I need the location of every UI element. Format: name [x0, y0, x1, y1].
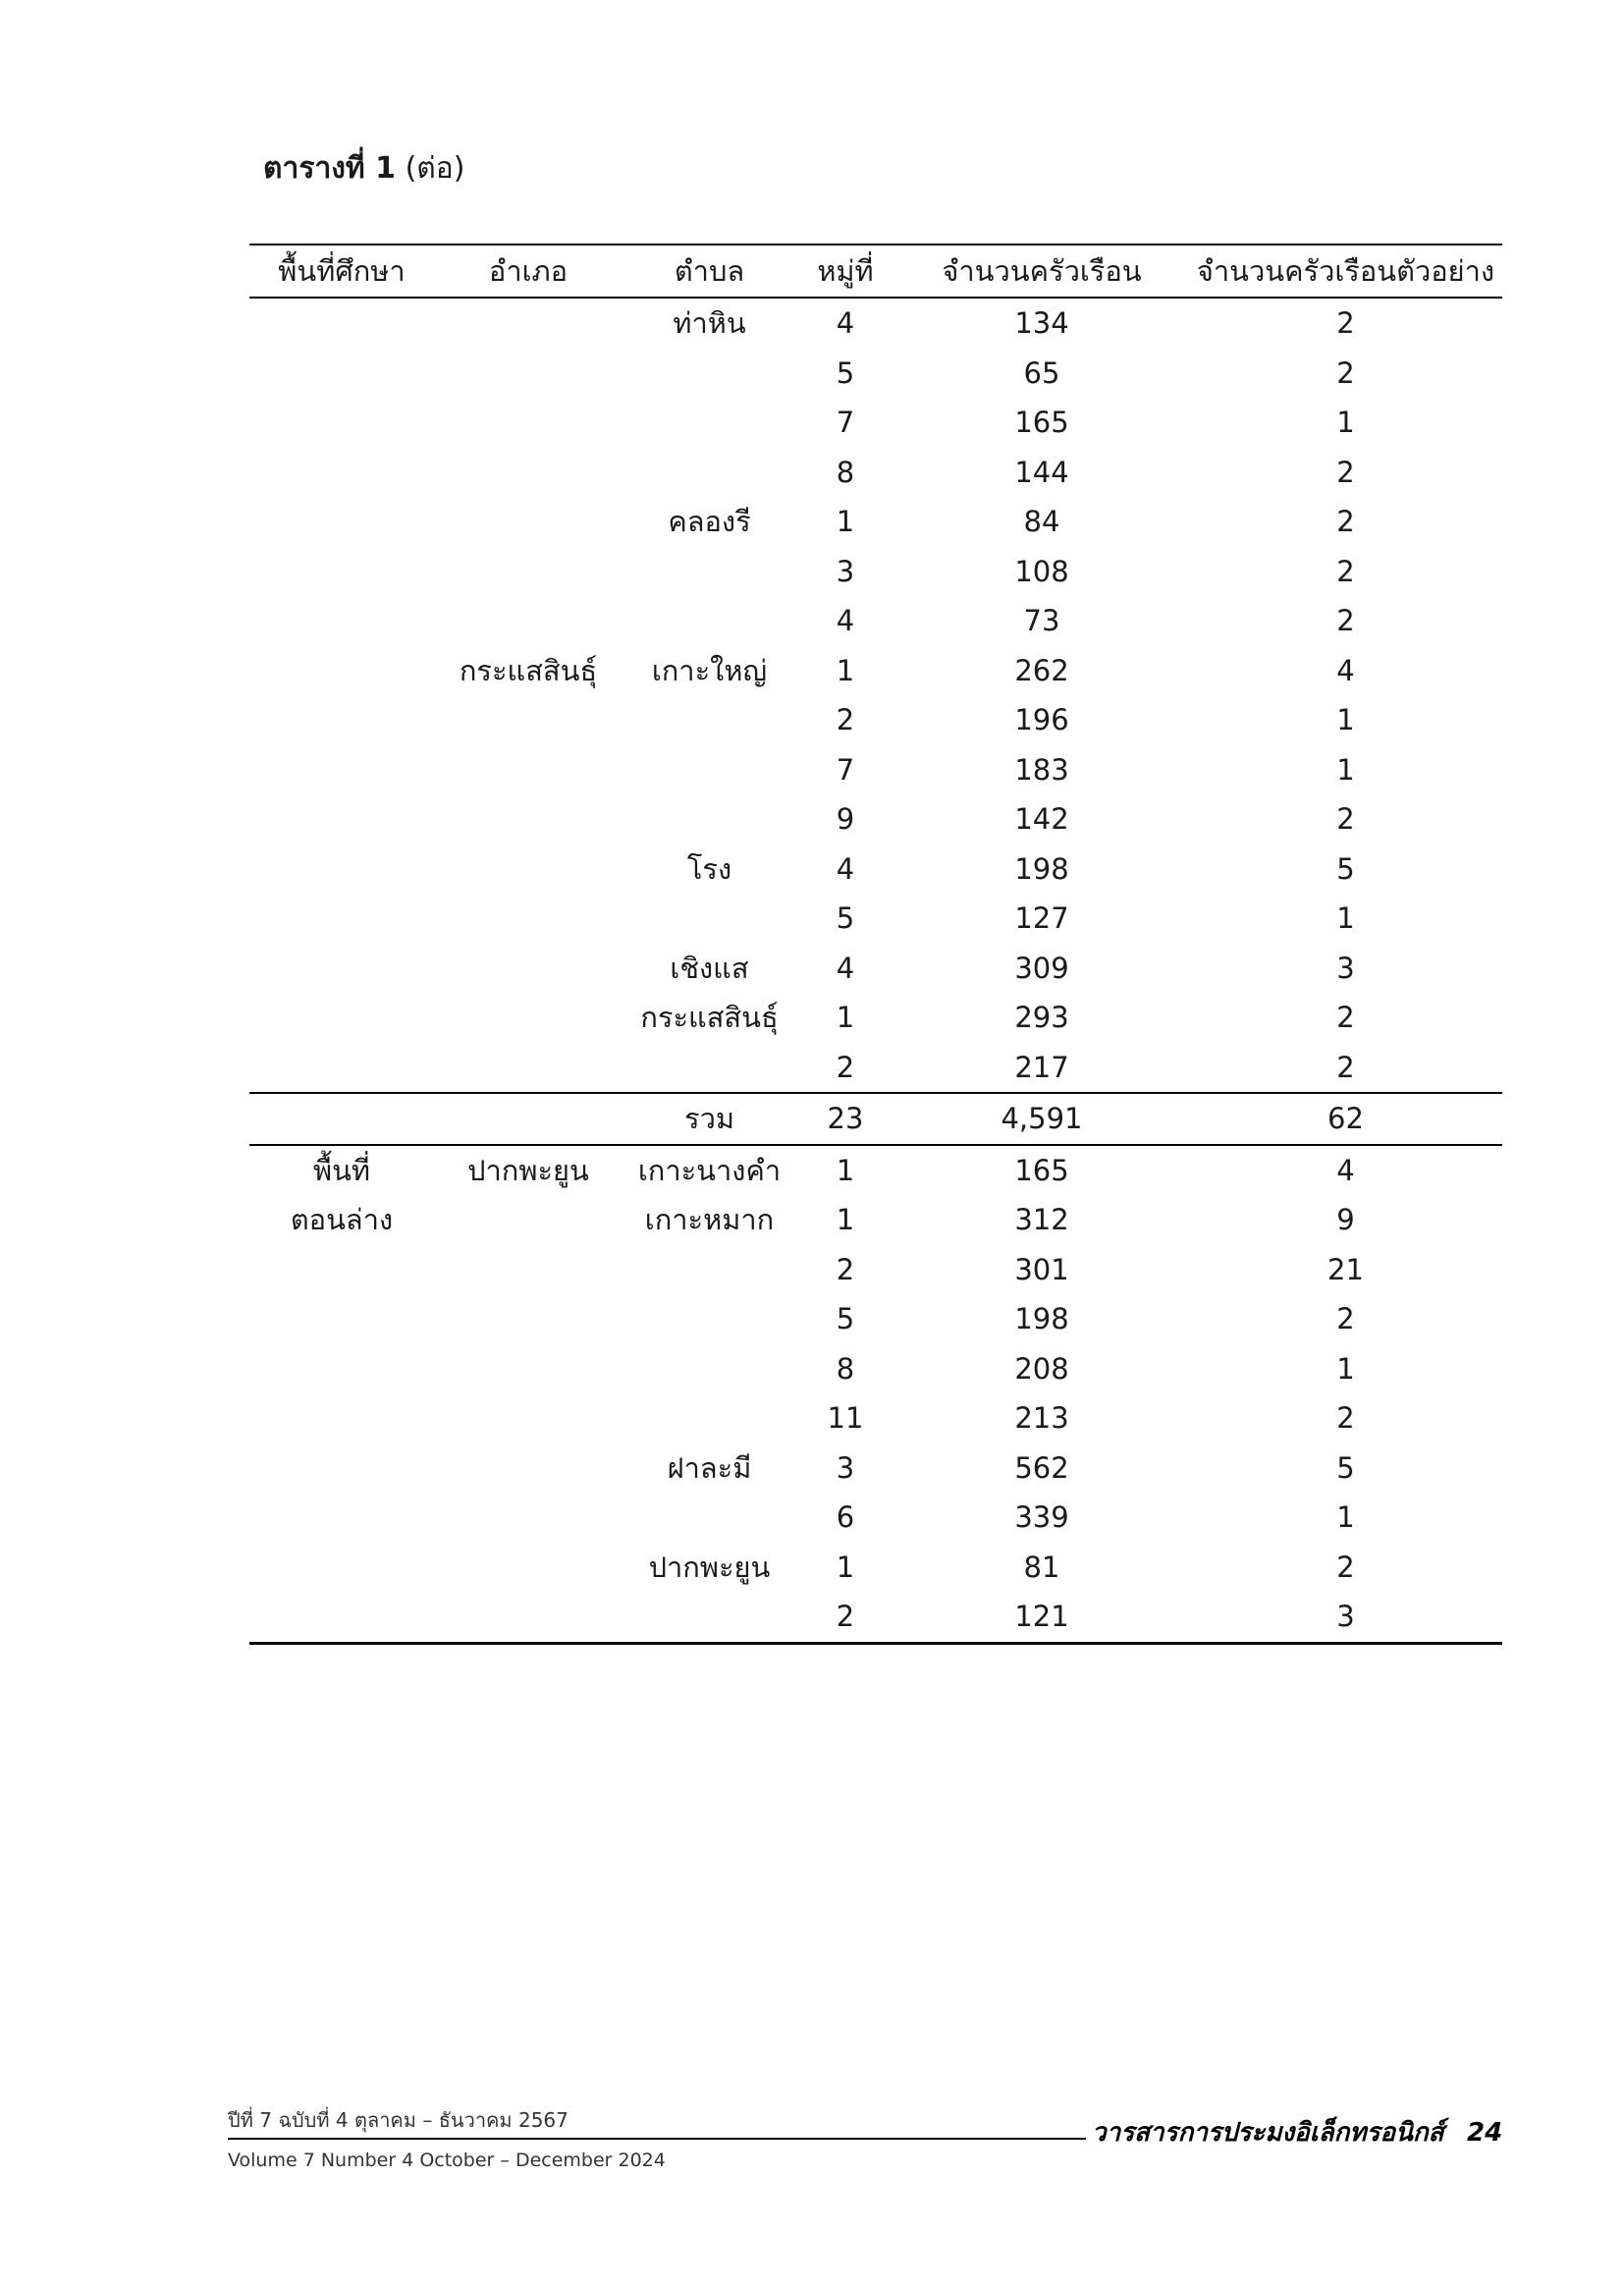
households-table — [249, 244, 1502, 1645]
cell-village: 8 — [836, 1351, 855, 1386]
cell-sample-households: 5 — [1336, 851, 1355, 886]
cell-households: 339 — [1014, 1500, 1069, 1535]
cell-subdistrict: ท่าหิน — [673, 306, 746, 341]
cell-district — [434, 695, 623, 745]
cell-study-area: พื้นที่ — [312, 1153, 371, 1187]
table-row — [249, 1493, 1502, 1543]
cell-village: 6 — [836, 1500, 855, 1535]
cell-village: 4 — [836, 306, 855, 341]
cell-subdistrict: เชิงแส — [670, 951, 749, 985]
footer-issue-thai: ปีที่ 7 ฉบับที่ 4 ตุลาคม – ธันวาคม 2567 — [228, 2108, 568, 2132]
cell-study-area — [249, 1393, 434, 1443]
cell-subdistrict — [623, 448, 796, 498]
cell-subdistrict: กระแสสินธุ์ — [640, 1001, 779, 1035]
table-row — [249, 1443, 1502, 1494]
table-row — [249, 349, 1502, 399]
cell-subdistrict — [623, 794, 796, 844]
cell-study-area — [249, 448, 434, 498]
cell-district — [434, 1592, 623, 1643]
cell-subdistrict — [623, 349, 796, 399]
total-label: รวม — [623, 1093, 796, 1145]
cell-village: 1 — [836, 1001, 855, 1035]
cell-village: 3 — [836, 554, 855, 588]
cell-households: 309 — [1014, 951, 1069, 985]
cell-district: ปากพะยูน — [467, 1153, 589, 1187]
table-row — [249, 497, 1502, 547]
cell-sample-households: 2 — [1336, 355, 1355, 390]
table-row — [249, 1344, 1502, 1394]
cell-village: 4 — [836, 851, 855, 886]
cell-households: 84 — [1023, 505, 1060, 539]
cell-study-area — [249, 1043, 434, 1094]
cell-sample-households: 2 — [1336, 1050, 1355, 1084]
cell-study-area — [249, 794, 434, 844]
table-row — [249, 398, 1502, 448]
page-number: 24 — [1467, 2118, 1503, 2148]
cell-study-area — [249, 547, 434, 597]
cell-subdistrict — [623, 398, 796, 448]
cell-households: 213 — [1014, 1401, 1069, 1436]
cell-subdistrict: ปากพะยูน — [648, 1550, 771, 1584]
table-total-row — [249, 1093, 1502, 1145]
footer-issue-english: Volume 7 Number 4 October – December 2024 — [228, 2150, 666, 2171]
header-village: หมู่ที่ — [796, 245, 894, 298]
cell-study-area — [249, 1245, 434, 1295]
cell-district — [434, 596, 623, 646]
cell-sample-households: 5 — [1336, 1450, 1355, 1485]
table-row — [249, 993, 1502, 1043]
cell-households: 301 — [1014, 1252, 1069, 1286]
cell-subdistrict: โรง — [686, 851, 732, 886]
cell-sample-households: 1 — [1336, 1351, 1355, 1386]
cell-study-area — [249, 894, 434, 944]
cell-subdistrict: ฝาละมี — [667, 1450, 752, 1485]
cell-sample-households: 2 — [1336, 604, 1355, 638]
cell-village: 1 — [836, 1153, 855, 1187]
cell-study-area — [249, 1543, 434, 1593]
cell-district — [434, 844, 623, 895]
cell-study-area — [249, 1443, 434, 1494]
cell-sample-households: 9 — [1336, 1203, 1355, 1237]
cell-study-area — [249, 398, 434, 448]
cell-households: 198 — [1014, 851, 1069, 886]
cell-district — [434, 398, 623, 448]
cell-village: 5 — [836, 1302, 855, 1336]
cell-study-area — [249, 944, 434, 994]
cell-village: 5 — [836, 901, 855, 936]
cell-study-area — [249, 1592, 434, 1643]
cell-sample-households: 3 — [1189, 1592, 1502, 1643]
cell-village: 4 — [836, 951, 855, 985]
total-sample-households: 62 — [1189, 1093, 1502, 1145]
cell-village: 3 — [836, 1450, 855, 1485]
cell-village: 1 — [836, 505, 855, 539]
cell-village: 1 — [836, 1550, 855, 1584]
cell-households: 208 — [1014, 1351, 1069, 1386]
cell-sample-households: 2 — [1336, 1001, 1355, 1035]
cell-sample-households: 1 — [1336, 901, 1355, 936]
cell-households: 73 — [1023, 604, 1060, 638]
cell-district — [434, 1043, 623, 1094]
cell-village: 5 — [836, 355, 855, 390]
table-row — [249, 1393, 1502, 1443]
table-row — [249, 298, 1502, 349]
cell-households: 183 — [1014, 752, 1069, 787]
cell-sample-households: 2 — [1336, 505, 1355, 539]
cell-study-area — [249, 844, 434, 895]
table-row — [249, 1145, 1502, 1196]
cell-study-area — [249, 646, 434, 696]
cell-households: 65 — [1023, 355, 1060, 390]
cell-subdistrict — [623, 1493, 796, 1543]
table-row — [249, 1543, 1502, 1593]
cell-sample-households: 1 — [1336, 406, 1355, 440]
cell-sample-households: 21 — [1327, 1252, 1364, 1286]
table-row — [249, 1043, 1502, 1094]
cell-village: 2 — [836, 703, 855, 737]
cell-households: 562 — [1014, 1450, 1069, 1485]
total-households: 4,591 — [894, 1093, 1189, 1145]
cell-households: 142 — [1014, 802, 1069, 837]
cell-district — [434, 794, 623, 844]
cell-sample-households: 2 — [1336, 1302, 1355, 1336]
cell-village: 7 — [836, 406, 855, 440]
cell-sample-households: 2 — [1336, 1550, 1355, 1584]
cell-sample-households: 2 — [1336, 455, 1355, 489]
cell-households: 127 — [1014, 901, 1069, 936]
cell-subdistrict: คลองรี — [668, 505, 751, 539]
cell-study-area — [249, 596, 434, 646]
cell-sample-households: 2 — [1336, 1401, 1355, 1436]
cell-village: 1 — [836, 1203, 855, 1237]
table-caption-continued: (ต่อ) — [396, 151, 465, 186]
cell-sample-households: 4 — [1336, 1153, 1355, 1187]
cell-subdistrict — [623, 1043, 796, 1094]
header-subdistrict: ตำบล — [623, 245, 796, 298]
cell-households: 144 — [1014, 455, 1069, 489]
cell-households: 165 — [1014, 406, 1069, 440]
footer-journal-name: วารสารการประมงอิเล็กทรอนิกส์ — [1092, 2118, 1444, 2148]
cell-subdistrict — [623, 1592, 796, 1643]
cell-district — [434, 993, 623, 1043]
cell-households: 198 — [1014, 1302, 1069, 1336]
cell-village: 2 — [836, 1252, 855, 1286]
cell-households: 293 — [1014, 1001, 1069, 1035]
cell-district — [434, 944, 623, 994]
cell-study-area: ตอนล่าง — [290, 1203, 394, 1237]
cell-district — [434, 448, 623, 498]
table-row — [249, 1592, 1502, 1643]
cell-subdistrict: เกาะนางคำ — [637, 1153, 782, 1187]
cell-households: 196 — [1014, 703, 1069, 737]
cell-village: 4 — [836, 604, 855, 638]
table-row — [249, 448, 1502, 498]
cell-study-area — [249, 1093, 434, 1145]
footer-rule — [228, 2138, 1086, 2140]
cell-subdistrict — [623, 596, 796, 646]
cell-study-area — [249, 1493, 434, 1543]
cell-study-area — [249, 497, 434, 547]
table-row — [249, 1294, 1502, 1344]
cell-sample-households: 2 — [1336, 802, 1355, 837]
cell-households: 217 — [1014, 1050, 1069, 1084]
cell-district — [434, 1443, 623, 1494]
table-row — [249, 844, 1502, 895]
table-header-row — [249, 245, 1502, 298]
cell-village: 11 — [827, 1401, 864, 1436]
cell-district — [434, 894, 623, 944]
table-row — [249, 745, 1502, 795]
cell-district — [434, 298, 623, 349]
table-row — [249, 794, 1502, 844]
cell-study-area — [249, 349, 434, 399]
cell-households: 108 — [1014, 554, 1069, 588]
cell-households: 134 — [1014, 306, 1069, 341]
table-row — [249, 695, 1502, 745]
cell-study-area — [249, 298, 434, 349]
cell-district — [434, 1344, 623, 1394]
cell-district — [434, 349, 623, 399]
cell-households: 81 — [1023, 1550, 1060, 1584]
cell-sample-households: 3 — [1336, 951, 1355, 985]
cell-district — [434, 1195, 623, 1245]
table-caption-number: ตารางที่ 1 — [263, 151, 397, 186]
total-village: 23 — [796, 1093, 894, 1145]
cell-study-area — [249, 1294, 434, 1344]
cell-subdistrict — [623, 1393, 796, 1443]
cell-sample-households: 2 — [1336, 306, 1355, 341]
cell-village: 1 — [836, 653, 855, 687]
cell-subdistrict — [623, 547, 796, 597]
cell-households: 121 — [894, 1592, 1189, 1643]
cell-village: 9 — [836, 802, 855, 837]
cell-district — [434, 745, 623, 795]
table-row — [249, 596, 1502, 646]
cell-village: 8 — [836, 455, 855, 489]
table-row — [249, 944, 1502, 994]
table-row — [249, 894, 1502, 944]
cell-study-area — [249, 695, 434, 745]
cell-subdistrict — [623, 1294, 796, 1344]
cell-subdistrict — [623, 1344, 796, 1394]
header-study-area: พื้นที่ศึกษา — [249, 245, 434, 298]
header-households: จำนวนครัวเรือน — [894, 245, 1189, 298]
cell-district — [434, 1093, 623, 1145]
cell-village: 2 — [836, 1050, 855, 1084]
table-row — [249, 1245, 1502, 1295]
cell-district — [434, 1543, 623, 1593]
cell-district — [434, 497, 623, 547]
cell-sample-households: 1 — [1336, 703, 1355, 737]
cell-sample-households: 1 — [1336, 1500, 1355, 1535]
cell-subdistrict — [623, 1245, 796, 1295]
cell-district — [434, 1393, 623, 1443]
cell-subdistrict — [623, 695, 796, 745]
table-row — [249, 547, 1502, 597]
table-row — [249, 646, 1502, 696]
cell-study-area — [249, 1344, 434, 1394]
cell-district — [434, 1493, 623, 1543]
cell-district — [434, 1294, 623, 1344]
cell-subdistrict: เกาะหมาก — [644, 1203, 775, 1237]
header-sample-households: จำนวนครัวเรือนตัวอย่าง — [1189, 245, 1502, 298]
cell-households: 165 — [1014, 1153, 1069, 1187]
cell-study-area — [249, 993, 434, 1043]
cell-sample-households: 2 — [1336, 554, 1355, 588]
cell-study-area — [249, 745, 434, 795]
cell-subdistrict — [623, 894, 796, 944]
cell-households: 262 — [1014, 653, 1069, 687]
cell-village: 2 — [796, 1592, 894, 1643]
cell-subdistrict — [623, 745, 796, 795]
cell-village: 7 — [836, 752, 855, 787]
cell-district: กระแสสินธุ์ — [459, 653, 598, 687]
cell-sample-households: 1 — [1336, 752, 1355, 787]
cell-households: 312 — [1014, 1203, 1069, 1237]
table-caption — [263, 149, 464, 189]
cell-district — [434, 1245, 623, 1295]
cell-district — [434, 547, 623, 597]
cell-sample-households: 4 — [1336, 653, 1355, 687]
table-row — [249, 1195, 1502, 1245]
cell-subdistrict: เกาะใหญ่ — [651, 653, 768, 687]
header-district: อำเภอ — [434, 245, 623, 298]
